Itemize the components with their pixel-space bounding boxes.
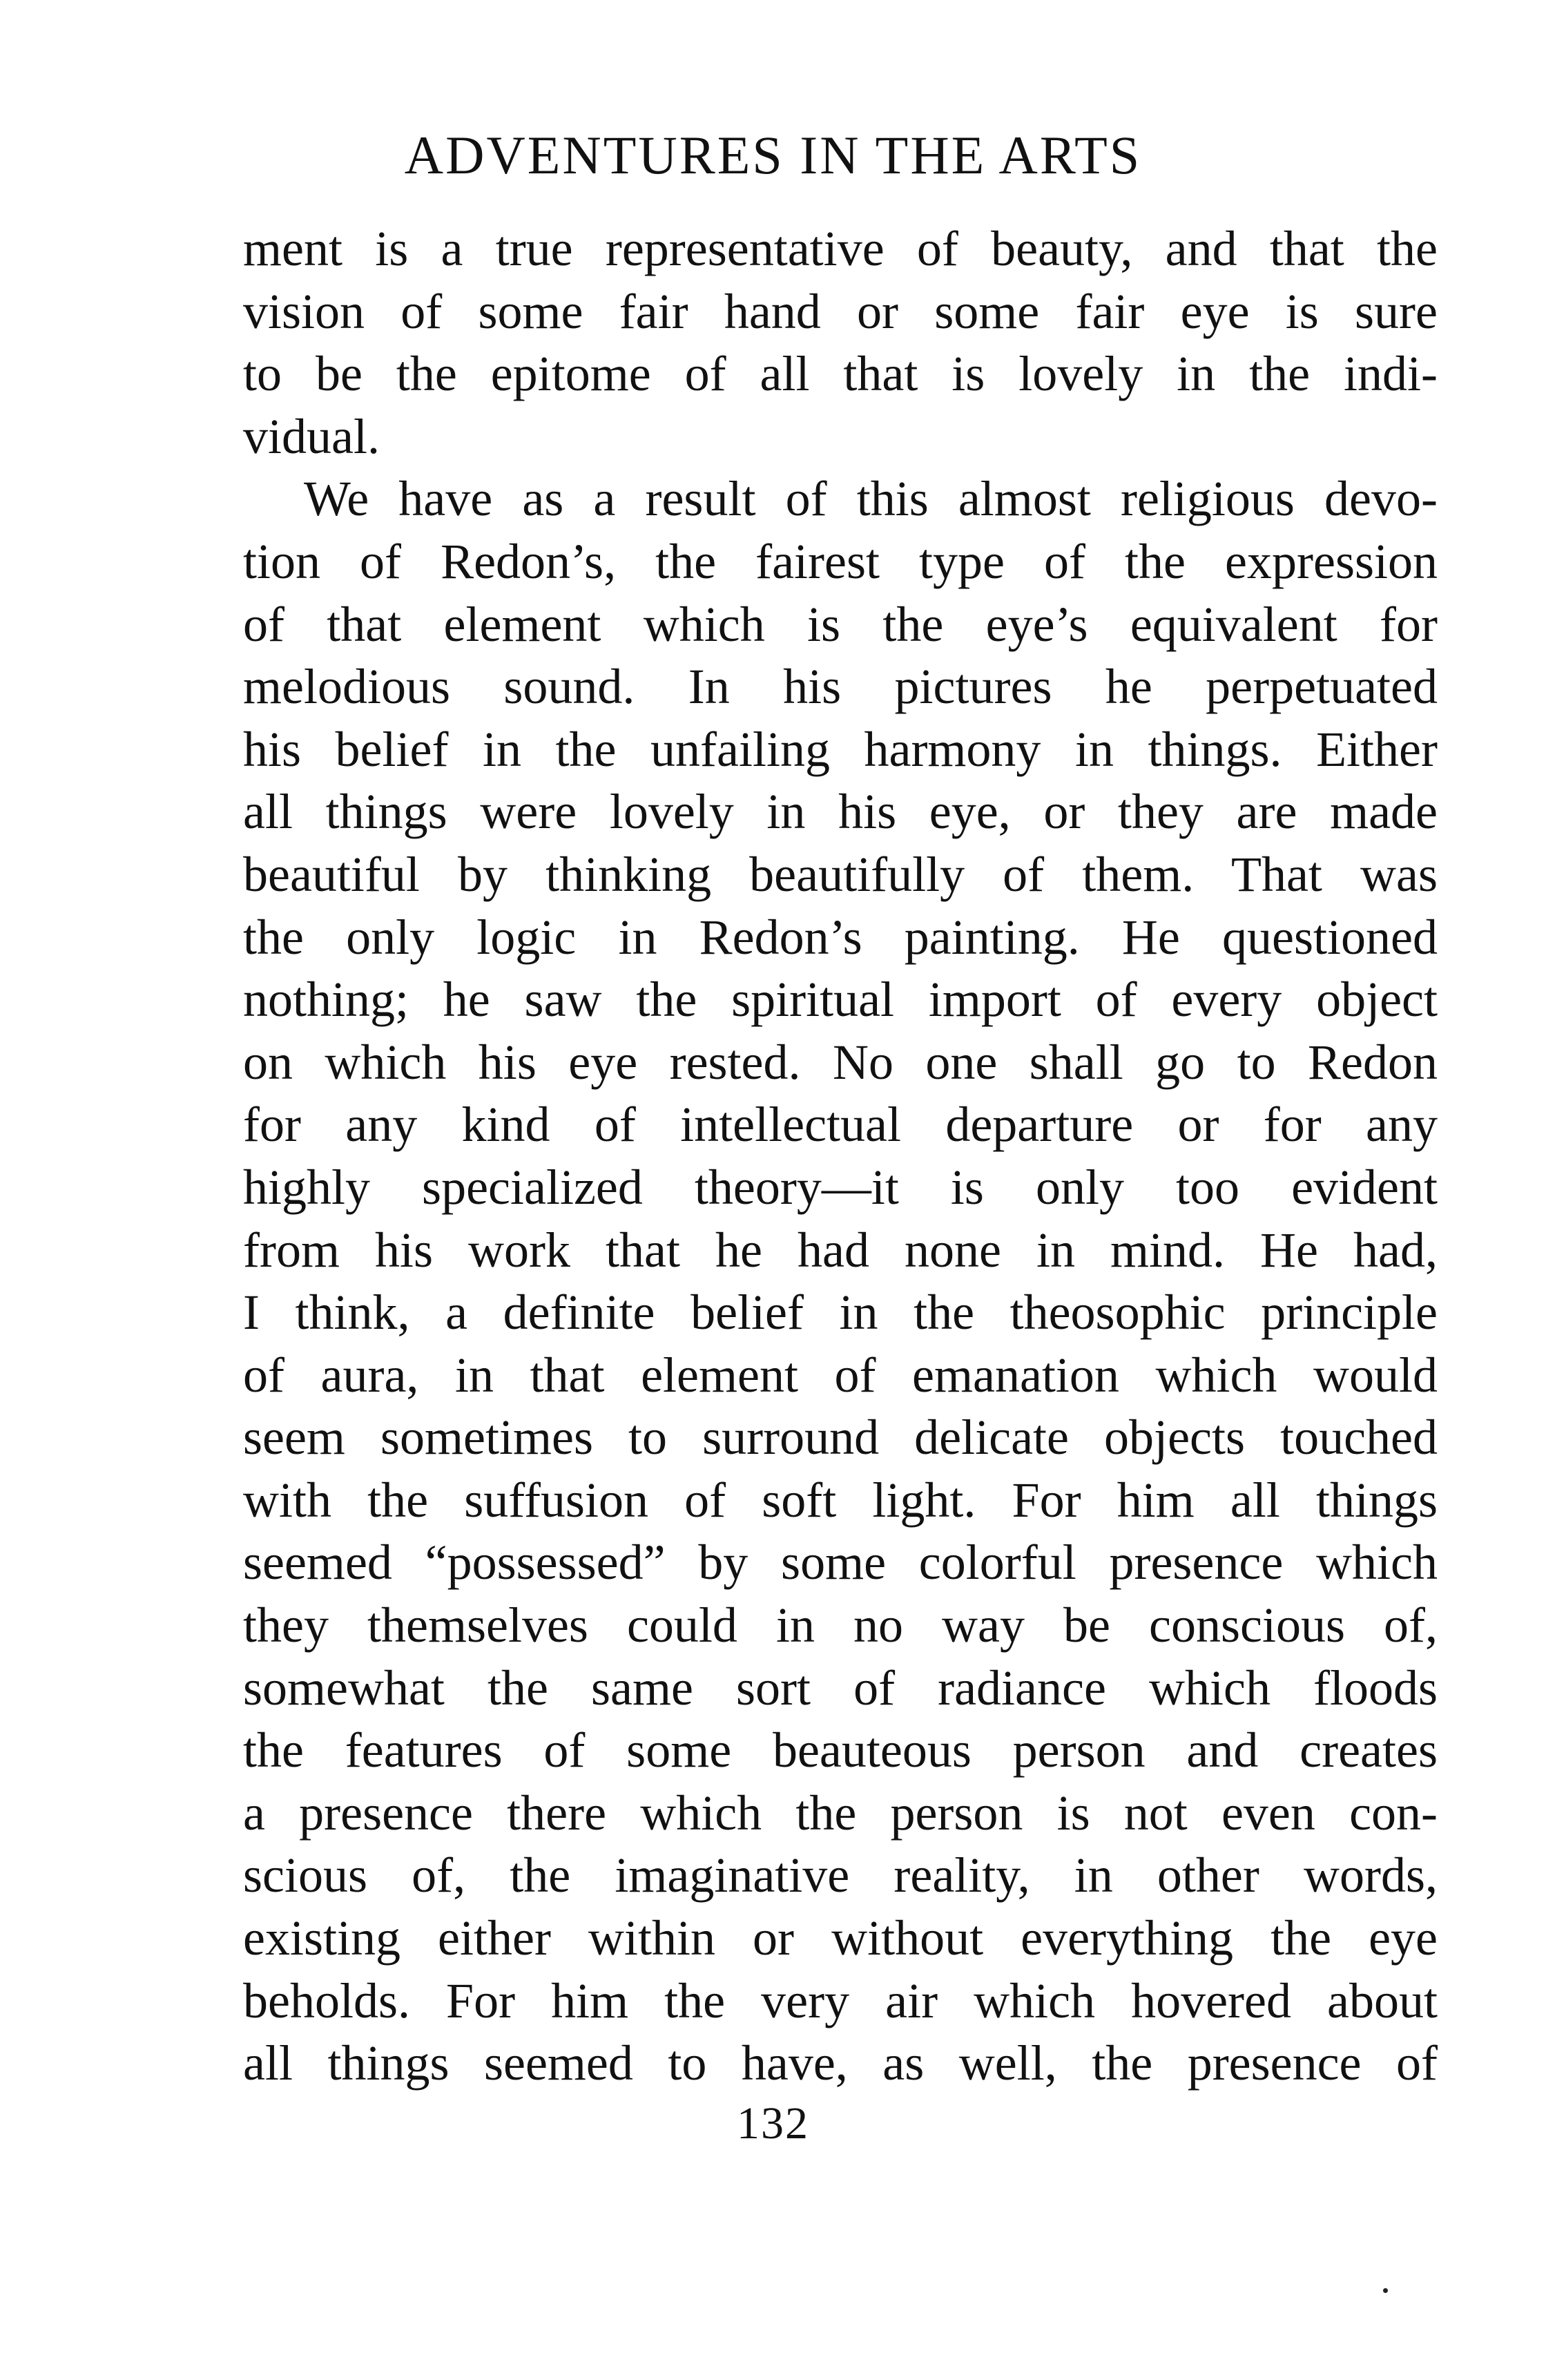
text-line: for any kind of intellectual departure or for any <box>243 1097 1438 1153</box>
text-line: existing either within or without everything the eye <box>243 1910 1438 1966</box>
running-head: ADVENTURES IN THE ARTS <box>404 125 1142 185</box>
text-line: seemed “possessed” by some colorful presence which <box>243 1535 1438 1591</box>
text-line: beautiful by thinking beautifully of them. That was <box>243 846 1438 902</box>
text-line: melodious sound. In his pictures he perpetuated <box>243 659 1438 715</box>
text-line: with the suffusion of soft light. For him all things <box>243 1472 1438 1528</box>
text-line: ment is a true representative of beauty, and that the <box>243 221 1438 276</box>
paragraph-start-line: We have as a result of this almost religious devo- <box>304 471 1438 527</box>
text-line: of aura, in that element of emanation which would <box>243 1347 1438 1403</box>
text-line: all things were lovely in his eye, or they are made <box>243 784 1438 840</box>
text-line: tion of Redon’s, the fairest type of the expression <box>243 533 1438 589</box>
text-line: beholds. For him the very air which hovered about <box>243 1973 1438 2028</box>
text-line: vision of some fair hand or some fair eye is sure <box>243 283 1438 339</box>
text-line: they themselves could in no way be conscious of, <box>243 1597 1438 1653</box>
body-text <box>243 218 1438 2095</box>
text-line: his belief in the unfailing harmony in things. Either <box>243 721 1438 777</box>
print-speck <box>1383 2288 1388 2293</box>
text-line: highly specialized theory—it is only too evident <box>243 1159 1438 1215</box>
text-line: from his work that he had none in mind. He had, <box>243 1222 1438 1278</box>
text-line: of that element which is the eye’s equivalent for <box>243 596 1438 652</box>
text-line: somewhat the same sort of radiance which floods <box>243 1660 1438 1716</box>
text-line: vidual. <box>243 408 380 464</box>
page-number: 132 <box>737 2098 809 2149</box>
text-line: the only logic in Redon’s painting. He questioned <box>243 909 1438 965</box>
text-line: seem sometimes to surround delicate objects touched <box>243 1410 1438 1466</box>
text-line: to be the epitome of all that is lovely in the indi- <box>243 346 1438 402</box>
text-line: scious of, the imaginative reality, in other words, <box>243 1848 1438 1903</box>
text-line: I think, a definite belief in the theosophic principle <box>243 1285 1438 1341</box>
text-line: the features of some beauteous person and creates <box>243 1722 1438 1778</box>
text-line: all things seemed to have, as well, the presence of <box>243 2035 1438 2091</box>
text-line: nothing; he saw the spiritual import of every object <box>243 972 1438 1028</box>
text-line: a presence there which the person is not even con- <box>243 1785 1438 1841</box>
text-line: on which his eye rested. No one shall go to Redon <box>243 1034 1438 1090</box>
